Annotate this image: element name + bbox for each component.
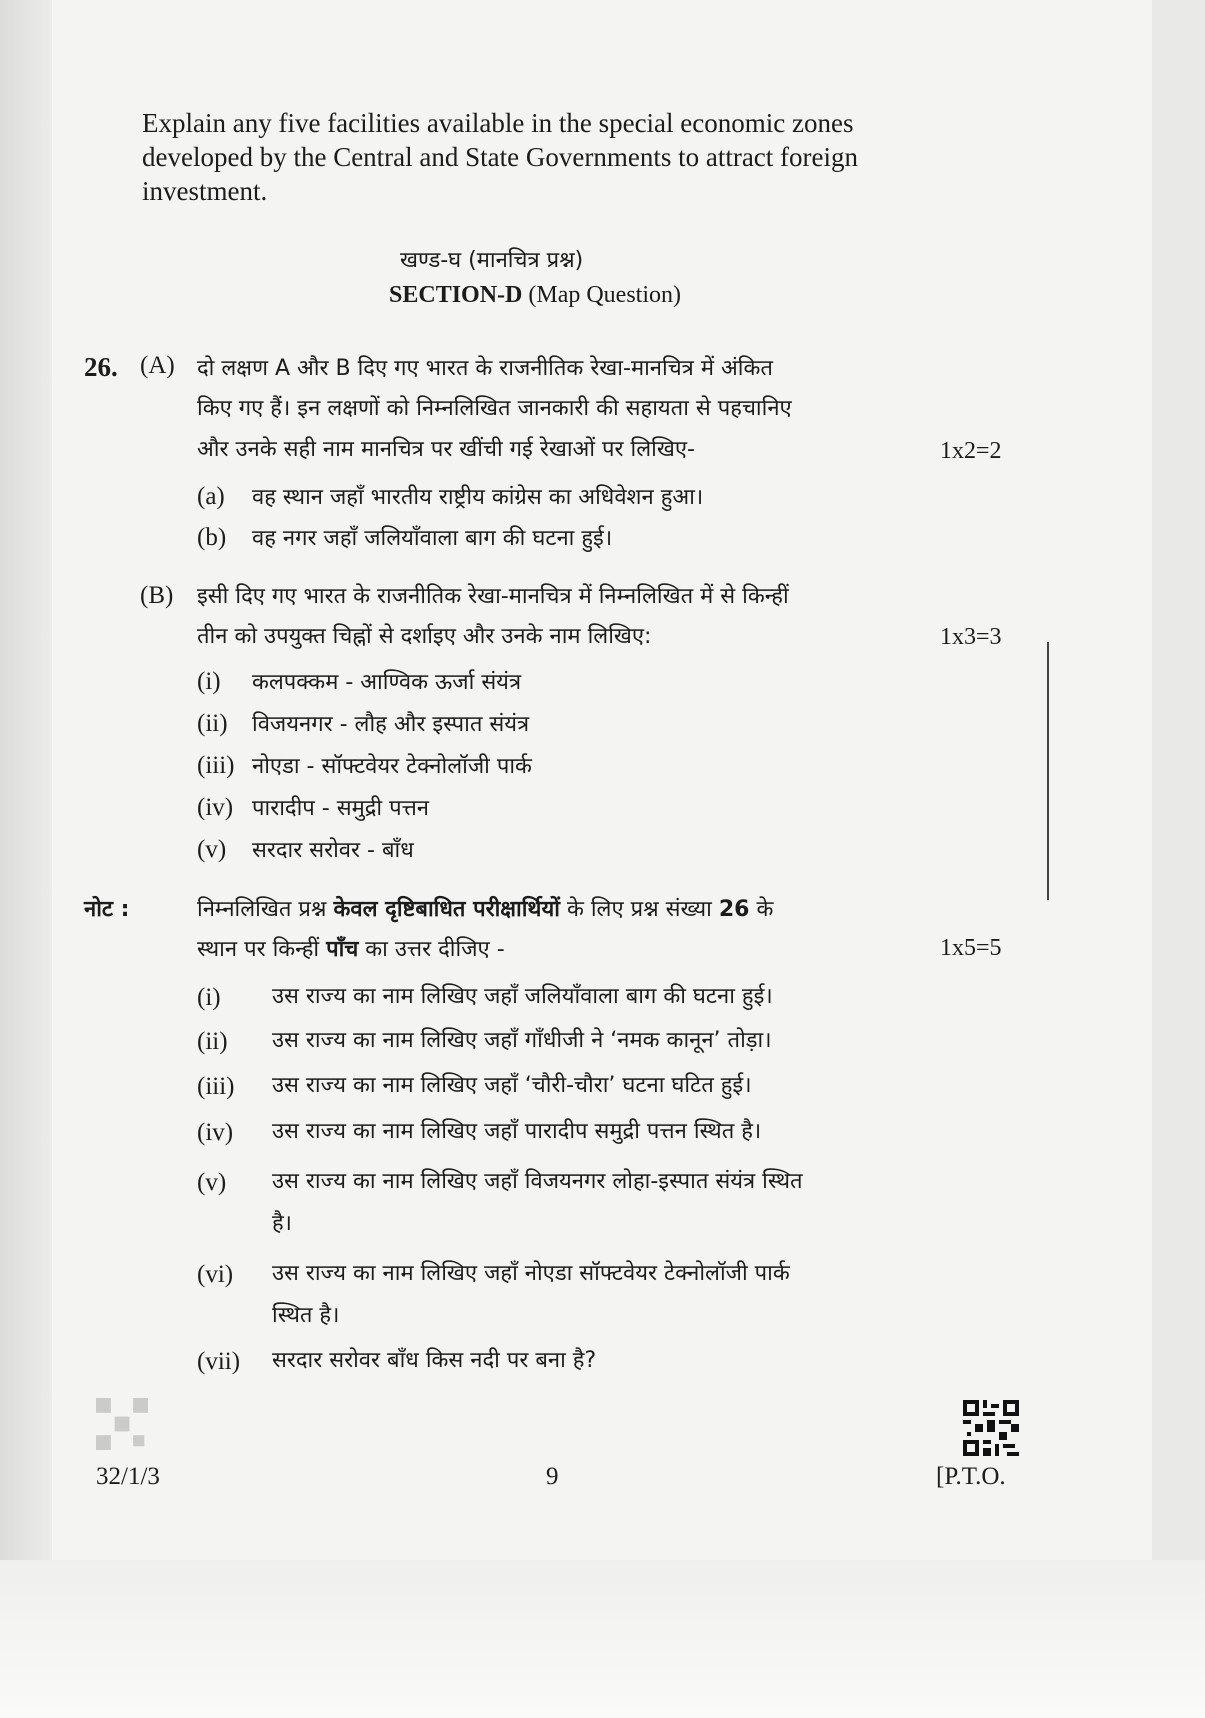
- margin-vertical-line: [1047, 642, 1049, 900]
- note-item-text: उस राज्य का नाम लिखिए जहाँ गाँधीजी ने ‘नमक कानून’ तोड़ा।: [272, 1028, 772, 1053]
- part-a-line-2: किए गए हैं। इन लक्षणों को निम्नलिखित जानकारी की सहायता से पहचानिए: [197, 396, 792, 421]
- note-item-text: उस राज्य का नाम लिखिए जहाँ विजयनगर लोहा-इस्पात संयंत्र स्थित: [272, 1169, 803, 1194]
- note-marks: 1x5=5: [940, 935, 1002, 961]
- part-b-line-1: इसी दिए गए भारत के राजनीतिक रेखा-मानचित्र में निम्नलिखित में से किन्हीं: [197, 584, 789, 609]
- part-b-item-text: नोएडा - सॉफ्टवेयर टेक्नोलॉजी पार्क: [252, 754, 532, 779]
- note-line-2: [197, 933, 505, 963]
- part-b-item-label: (i): [197, 668, 221, 695]
- part-a-line-1: दो लक्षण A और B दिए गए भारत के राजनीतिक रेखा-मानचित्र में अंकित: [197, 356, 773, 381]
- part-b-item-text: पारादीप - समुद्री पत्तन: [252, 796, 430, 821]
- note-item-label: (vi): [197, 1261, 234, 1288]
- paper-code: 32/1/3: [96, 1463, 160, 1490]
- part-b-item-label: (ii): [197, 710, 228, 737]
- part-b-item-label: (iii): [197, 752, 235, 779]
- note-item-text: उस राज्य का नाम लिखिए जहाँ ‘चौरी-चौरा’ घटना घटित हुई।: [272, 1073, 752, 1098]
- intro-question-text: Explain any five facilities available in the special economic zones developed by the Central and State Governments to attract foreign investment.: [142, 108, 859, 206]
- note-item-label: (v): [197, 1169, 227, 1196]
- section-title-hindi: खण्ड-घ (मानचित्र प्रश्न): [400, 248, 584, 273]
- note-item-continuation: है।: [272, 1211, 293, 1236]
- note-text: के: [749, 897, 774, 922]
- note-text: का उत्तर दीजिए -: [358, 937, 505, 962]
- part-b-marks: 1x3=3: [940, 624, 1002, 650]
- note-text: के लिए प्रश्न संख्या: [559, 897, 719, 922]
- note-item-continuation: स्थित है।: [272, 1303, 340, 1328]
- part-a-line-3: और उनके सही नाम मानचित्र पर खींची गई रेखाओं पर लिखिए-: [197, 437, 695, 462]
- part-b-item-text: विजयनगर - लौह और इस्पात संयंत्र: [252, 712, 530, 737]
- faded-qr-code-icon: [96, 1398, 148, 1450]
- part-b-item-text: सरदार सरोवर - बाँध: [252, 838, 414, 863]
- section-title-rest: (Map Question): [528, 282, 681, 308]
- note-item-text: सरदार सरोवर बाँध किस नदी पर बना है?: [272, 1348, 597, 1373]
- page-number: 9: [546, 1463, 559, 1490]
- note-item-label: (iii): [197, 1073, 235, 1100]
- note-item-label: (ii): [197, 1028, 228, 1055]
- note-item-label: (i): [197, 984, 221, 1011]
- note-item-label: (iv): [197, 1119, 234, 1146]
- page-margin-shadow: [0, 0, 52, 1718]
- part-a-item-text: वह स्थान जहाँ भारतीय राष्ट्रीय कांग्रेस का अधिवेशन हुआ।: [252, 485, 704, 510]
- part-b-item-text: कलपक्कम - आण्विक ऊर्जा संयंत्र: [252, 670, 522, 695]
- part-b-item-label: (v): [197, 836, 227, 863]
- section-title-bold: SECTION-D: [389, 282, 523, 308]
- note-emphasis: केवल दृष्टिबाधित परीक्षार्थियों: [333, 897, 560, 922]
- note-item-text: उस राज्य का नाम लिखिए जहाँ पारादीप समुद्री पत्तन स्थित है।: [272, 1119, 762, 1144]
- part-b-label: (B): [140, 582, 174, 609]
- note-item-text: उस राज्य का नाम लिखिए जहाँ जलियाँवाला बाग की घटना हुई।: [272, 984, 773, 1009]
- note-text: निम्नलिखित प्रश्न: [197, 897, 334, 922]
- question-number: 26.: [84, 352, 118, 382]
- part-b-item-label: (iv): [197, 794, 234, 821]
- part-b-line-2: तीन को उपयुक्त चिह्नों से दर्शाइए और उनके नाम लिखिए:: [197, 624, 652, 649]
- please-turn-over: [P.T.O.: [936, 1463, 1006, 1490]
- note-line-1: [197, 893, 773, 923]
- part-a-marks: 1x2=2: [940, 438, 1002, 464]
- part-a-item-label: (a): [197, 483, 225, 510]
- section-title-english: [389, 282, 681, 309]
- note-item-label: (vii): [197, 1348, 241, 1375]
- part-a-item-label: (b): [197, 524, 227, 551]
- page-bottom-edge: [0, 1560, 1205, 1718]
- note-emphasis: पाँच: [326, 937, 359, 962]
- part-a-label: (A): [140, 352, 175, 379]
- part-a-item-text: वह नगर जहाँ जलियाँवाला बाग की घटना हुई।: [252, 526, 613, 551]
- exam-page: [52, 0, 1152, 1560]
- note-item-text: उस राज्य का नाम लिखिए जहाँ नोएडा सॉफ्टवेयर टेक्नोलॉजी पार्क: [272, 1261, 790, 1286]
- note-emphasis: 26: [718, 897, 750, 922]
- qr-code-icon: [963, 1400, 1019, 1456]
- note-text: स्थान पर किन्हीं: [197, 937, 327, 962]
- note-label: नोट :: [84, 897, 130, 922]
